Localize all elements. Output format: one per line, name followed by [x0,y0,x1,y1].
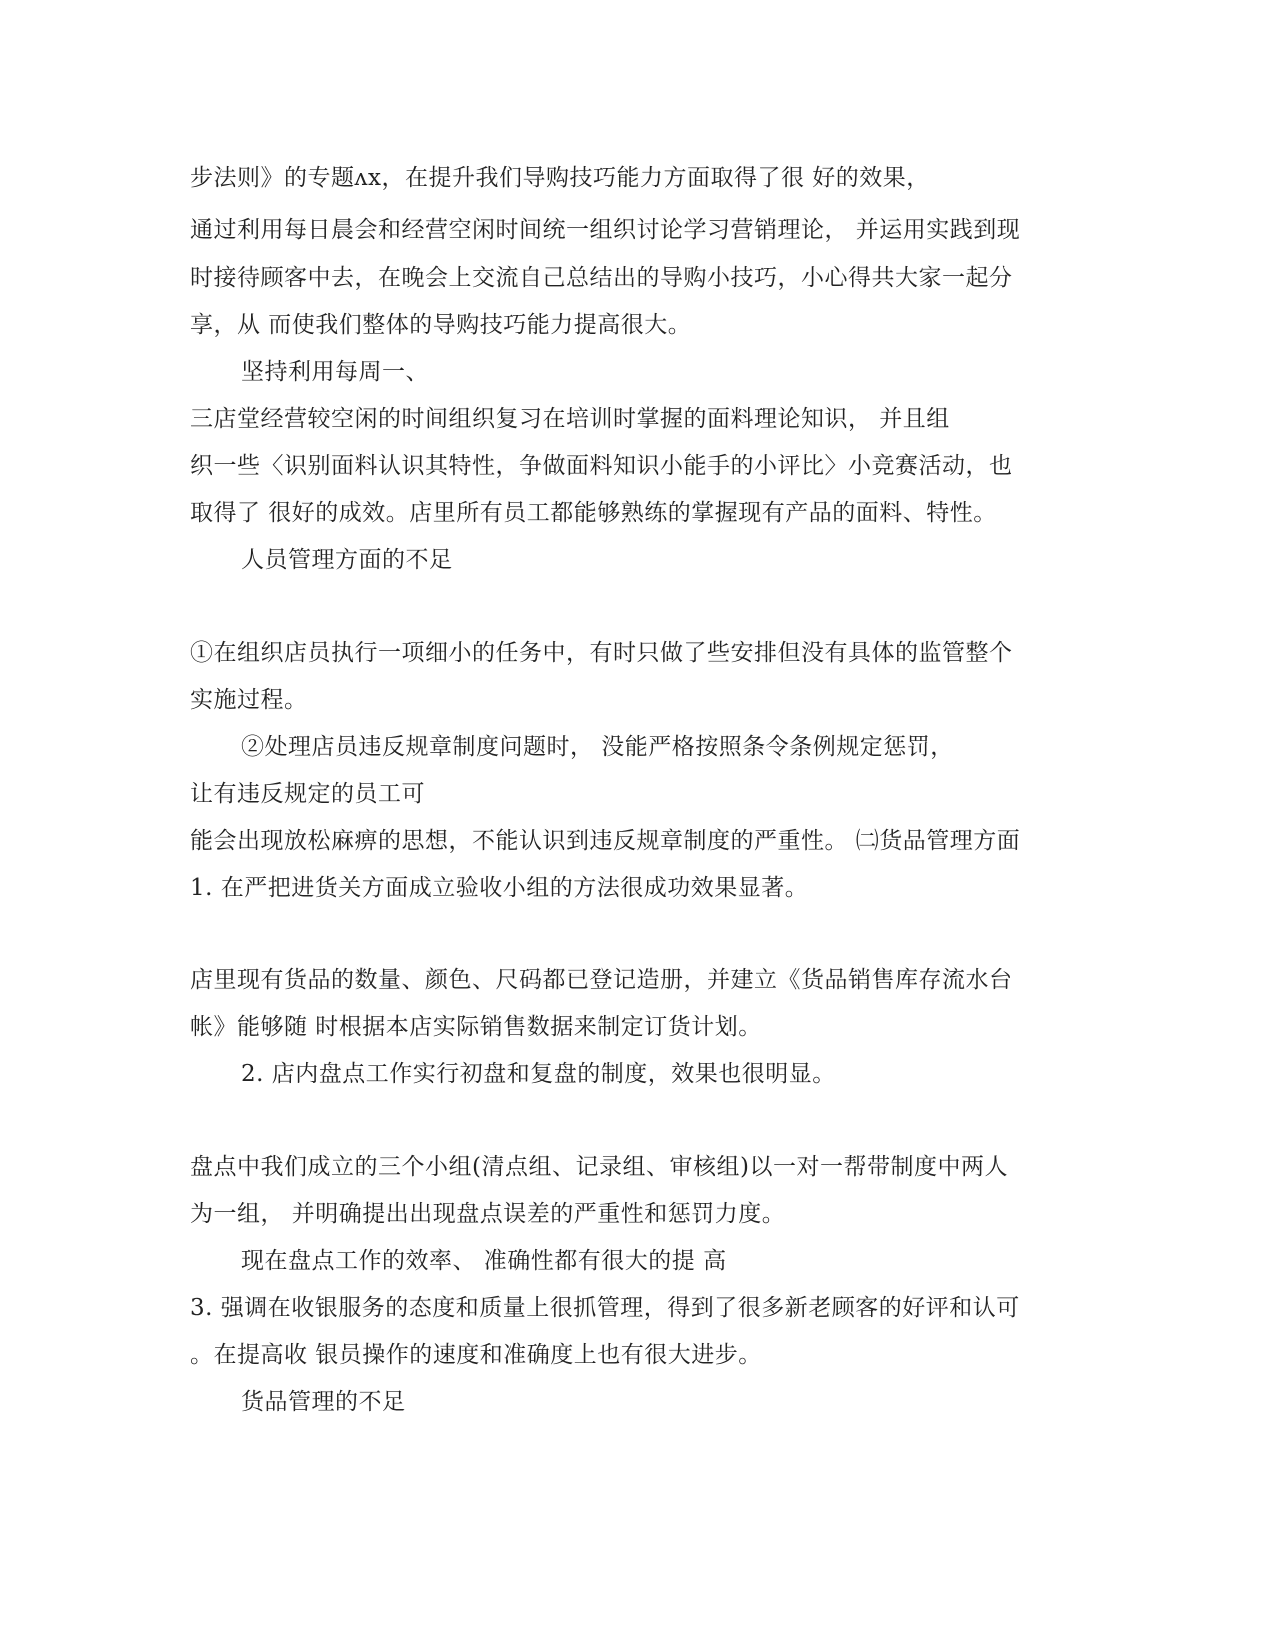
text-line: 实施过程。 [190,687,308,713]
text-line: 通过利用每日晨会和经营空闲时间统一组织讨论学习营销理论， 并运用实践到现 [190,217,1021,243]
text-line: 。在提高收 银员操作的速度和准确度上也有很大进步。 [190,1342,762,1368]
text-line: 帐》能够随 时根据本店实际销售数据来制定订货计划。 [190,1014,762,1040]
text-line: 时接待顾客中去，在晚会上交流自己总结出的导购小技巧，小心得共大家一起分 [190,265,1013,291]
text-line: 盘点中我们成立的三个小组(清点组、记录组、审核组)以一对一帮带制度中两人 [190,1154,1008,1180]
text-line: 2. 店内盘点工作实行初盘和复盘的制度，效果也很明显。 [241,1061,836,1087]
text-line: 3. 强调在收银服务的态度和质量上很抓管理，得到了很多新老顾客的好评和认可 [190,1295,1020,1321]
text-line: 坚持利用每周一、 [241,359,429,385]
text-line: ①在组织店员执行一项细小的任务中，有时只做了些安排但没有具体的监管整个 [190,640,1013,666]
text-line: 步法则》的专题ᴧx，在提升我们导购技巧能力方面取得了很 好的效果， [190,165,930,191]
text-line: 三店堂经营较空闲的时间组织复习在培训时掌握的面料理论知识， 并且组 [190,406,950,432]
text-line: 享，从 而使我们整体的导购技巧能力提高很大。 [190,312,692,338]
text-line: 现在盘点工作的效率、 准确性都有很大的提 高 [241,1248,727,1274]
text-line: 店里现有货品的数量、颜色、尺码都已登记造册，并建立《货品销售库存流水台 [190,967,1013,993]
text-line: ②处理店员违反规章制度问题时， 没能严格按照条令条例规定惩罚， [241,734,954,760]
text-line: 能会出现放松麻痹的思想，不能认识到违反规章制度的严重性。 ㈡货品管理方面 [190,828,1021,854]
text-line: 织一些〈识别面料认识其特性，争做面料知识小能手的小评比〉小竞赛活动，也 [190,453,1013,479]
text-line: 1. 在严把进货关方面成立验收小组的方法很成功效果显著。 [190,875,809,901]
section-heading: 货品管理的不足 [241,1389,406,1415]
text-line: 取得了 很好的成效。店里所有员工都能够熟练的掌握现有产品的面料、特性。 [190,500,997,526]
text-line: 让有违反规定的员工可 [190,781,425,807]
text-line: 为一组， 并明确提出出现盘点误差的严重性和惩罚力度。 [190,1201,786,1227]
section-heading: 人员管理方面的不足 [241,547,453,573]
